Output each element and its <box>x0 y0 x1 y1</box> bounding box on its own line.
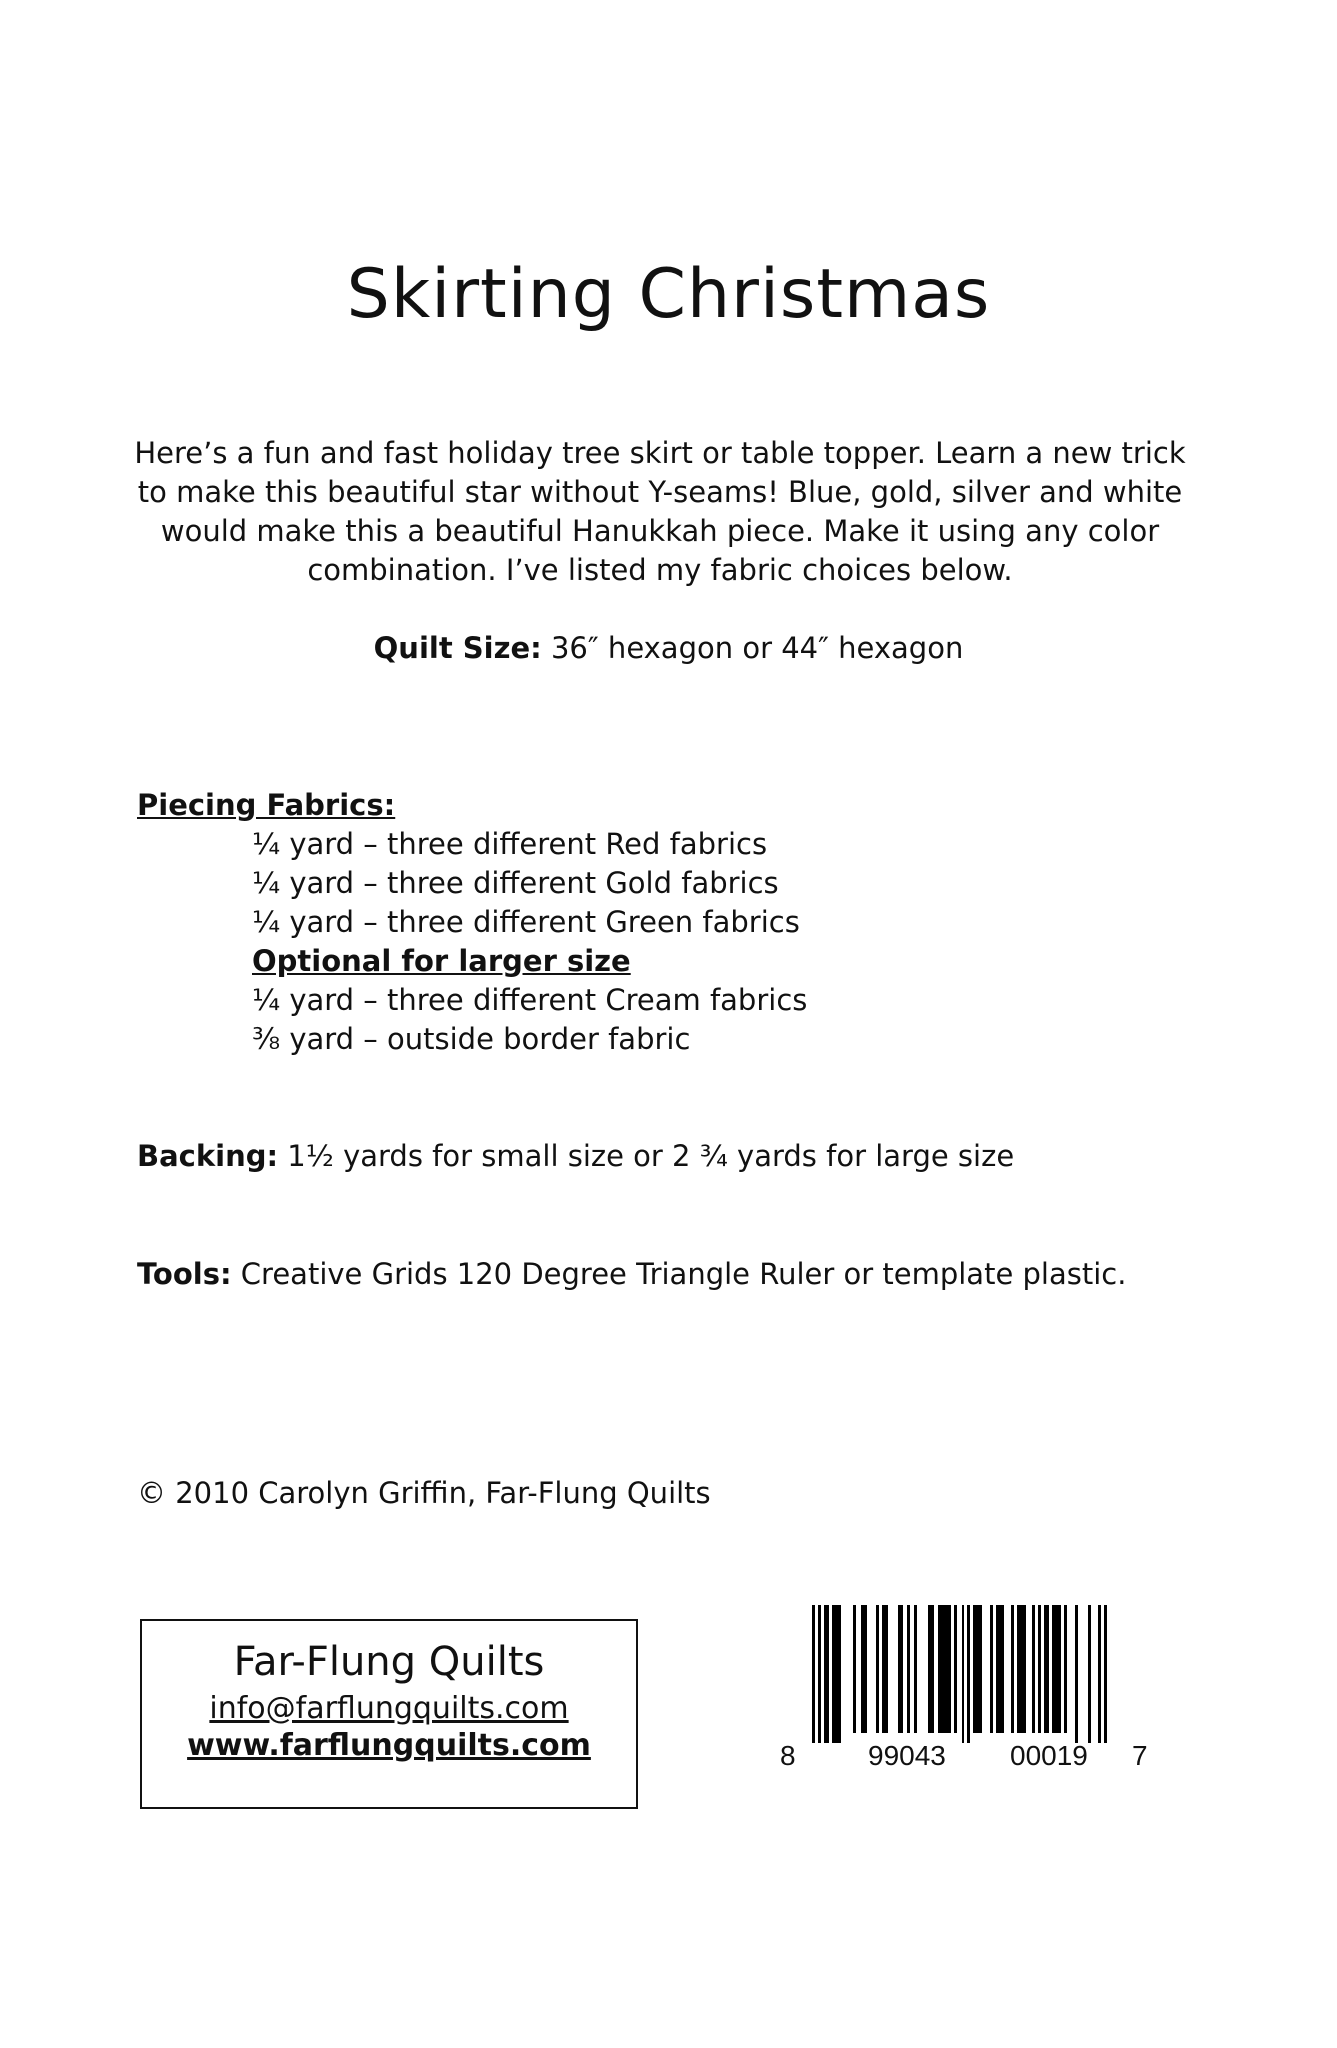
barcode-bar <box>990 1605 993 1733</box>
barcode-bar <box>996 1605 1004 1733</box>
barcode-bar <box>1064 1605 1067 1733</box>
barcode-digit: 99043 <box>868 1740 946 1771</box>
backing <box>137 1137 1014 1176</box>
tools-value: Creative Grids 120 Degree Triangle Ruler or template plastic. <box>231 1257 1127 1291</box>
barcode-bar <box>938 1605 951 1733</box>
barcode-bar <box>898 1605 903 1733</box>
barcode-bar <box>928 1605 934 1733</box>
intro-line: would make this a beautiful Hanukkah piece. Make it using any color <box>160 514 1160 548</box>
email-link[interactable]: info@farflungquilts.com <box>209 1691 569 1726</box>
barcode-bar <box>818 1605 821 1743</box>
quilt-size-value: 36″ hexagon or 44″ hexagon <box>541 631 964 665</box>
barcode-bar <box>812 1605 815 1743</box>
barcode-bar <box>1011 1605 1014 1733</box>
barcode-bar <box>914 1605 917 1733</box>
fabric-item: ⅜ yard – outside border fabric <box>252 1022 691 1056</box>
fabric-item: ¼ yard – three different Gold fabrics <box>252 866 779 900</box>
barcode-bar <box>861 1605 867 1733</box>
barcode-bar <box>973 1605 982 1733</box>
barcode-bar <box>1088 1605 1091 1743</box>
barcode-bar <box>1075 1605 1078 1743</box>
fabric-item: ¼ yard – three different Green fabrics <box>252 905 800 939</box>
barcode-bar <box>1017 1605 1026 1733</box>
fabric-item: ¼ yard – three different Red fabrics <box>252 827 768 861</box>
barcode <box>780 1600 1150 1770</box>
backing-label: Backing: <box>137 1139 279 1173</box>
intro-line: combination. I’ve listed my fabric choices below. <box>307 553 1013 587</box>
barcode-bar <box>832 1605 841 1743</box>
barcode-bar <box>1098 1605 1101 1743</box>
piecing-list <box>252 825 807 1059</box>
tools <box>137 1255 1126 1294</box>
barcode-bar <box>876 1605 879 1733</box>
barcode-digit: 8 <box>780 1740 796 1771</box>
fabric-item: ¼ yard – three different Cream fabrics <box>252 983 808 1017</box>
barcode-bar <box>1038 1605 1041 1733</box>
barcode-bar <box>954 1605 957 1733</box>
barcode-bar <box>824 1605 829 1743</box>
barcode-bar <box>1044 1605 1049 1733</box>
barcode-digit: 7 <box>1132 1740 1148 1771</box>
quilt-size <box>0 629 1337 668</box>
intro-line: to make this beautiful star without Y-seams! Blue, gold, silver and white <box>137 475 1183 509</box>
barcode-bar <box>1052 1605 1061 1733</box>
company-name: Far-Flung Quilts <box>233 1639 545 1685</box>
barcode-bar <box>967 1605 970 1743</box>
barcode-bar <box>962 1605 964 1743</box>
copyright: © 2010 Carolyn Griffin, Far-Flung Quilts <box>137 1476 711 1510</box>
contact-box <box>140 1619 638 1809</box>
barcode-bar <box>882 1605 888 1733</box>
barcode-bar <box>907 1605 910 1733</box>
piecing-heading: Piecing Fabrics: <box>137 788 396 822</box>
backing-value: 1½ yards for small size or 2 ¾ yards for large size <box>278 1139 1015 1173</box>
intro-line: Here’s a fun and fast holiday tree skirt or table topper. Learn a new trick <box>134 436 1186 470</box>
tools-label: Tools: <box>137 1257 232 1291</box>
barcode-bars <box>780 1600 1150 1745</box>
quilt-size-label: Quilt Size: <box>373 631 542 665</box>
optional-heading: Optional for larger size <box>252 944 631 978</box>
barcode-digit: 00019 <box>1010 1740 1088 1771</box>
page-title: Skirting Christmas <box>346 255 991 334</box>
barcode-bar <box>853 1605 856 1733</box>
barcode-bar <box>1104 1605 1107 1743</box>
website-link[interactable]: www.farflungquilts.com <box>187 1728 591 1763</box>
barcode-bar <box>1032 1605 1035 1733</box>
intro-paragraph <box>120 434 1200 590</box>
